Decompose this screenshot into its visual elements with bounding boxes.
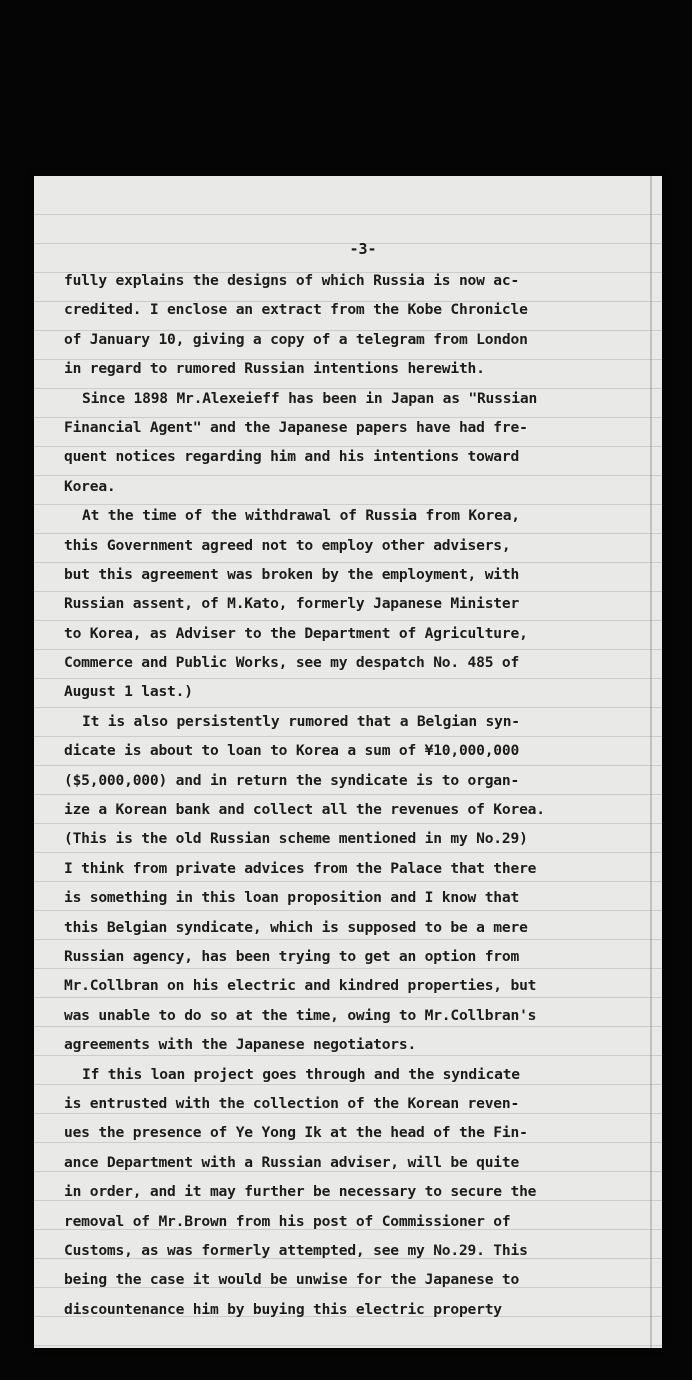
text-line: It is also persistently rumored that a Belgian syn- <box>82 712 520 730</box>
text-line: this Government agreed not to employ other advisers, <box>64 536 511 554</box>
letter-body <box>64 266 634 1324</box>
text-line: ues the presence of Ye Yong Ik at the head of the Fin- <box>64 1124 528 1142</box>
text-line: At the time of the withdrawal of Russia from Korea, <box>82 507 520 525</box>
text-line: quent notices regarding him and his intentions toward <box>64 448 520 466</box>
text-line: of January 10, giving a copy of a telegram from London <box>64 330 528 348</box>
document-page <box>34 176 662 1348</box>
text-line: Financial Agent" and the Japanese papers have had fre- <box>64 418 528 436</box>
text-line: is something in this loan proposition and I know that <box>64 889 520 907</box>
text-line: If this loan project goes through and the syndicate <box>82 1065 520 1083</box>
text-line: agreements with the Japanese negotiators. <box>64 1036 417 1054</box>
text-line: Commerce and Public Works, see my despatch No. 485 of <box>64 654 520 672</box>
text-line: I think from private advices from the Palace that there <box>64 859 537 877</box>
text-line: Since 1898 Mr.Alexeieff has been in Japan as "Russian <box>82 389 538 407</box>
text-line: fully explains the designs of which Russia is now ac- <box>64 272 520 289</box>
text-line: August 1 last.) <box>64 683 193 701</box>
text-line: credited. I enclose an extract from the Kobe Chronicle <box>64 301 528 319</box>
text-line: removal of Mr.Brown from his post of Commissioner of <box>64 1212 511 1230</box>
text-line: Russian assent, of M.Kato, formerly Japanese Minister <box>64 595 520 613</box>
text-line: being the case it would be unwise for the Japanese to <box>64 1271 520 1289</box>
text-line: dicate is about to loan to Korea a sum of ¥10,000,000 <box>64 742 520 760</box>
text-line: in order, and it may further be necessary to secure the <box>64 1183 537 1201</box>
text-line: (This is the old Russian scheme mentioned in my No.29) <box>64 830 528 848</box>
text-line: discountenance him by buying this electric property <box>64 1300 502 1318</box>
text-line: ($5,000,000) and in return the syndicate is to organ- <box>64 771 520 789</box>
page-number: -3- <box>349 240 377 258</box>
text-line: Korea. <box>64 477 116 495</box>
text-line: was unable to do so at the time, owing to Mr.Collbran's <box>64 1006 537 1024</box>
text-line: this Belgian syndicate, which is supposed to be a mere <box>64 918 528 936</box>
text-line: in regard to rumored Russian intentions herewith. <box>64 360 485 378</box>
text-line: is entrusted with the collection of the Korean reven- <box>64 1094 520 1112</box>
text-line: but this agreement was broken by the employment, with <box>64 565 520 583</box>
text-line: Mr.Collbran on his electric and kindred properties, but <box>64 977 537 995</box>
text-line: ance Department with a Russian adviser, will be quite <box>64 1153 520 1171</box>
text-line: to Korea, as Adviser to the Department of Agriculture, <box>64 624 528 642</box>
text-line: Russian agency, has been trying to get an option from <box>64 947 520 965</box>
text-line: ize a Korean bank and collect all the revenues of Korea. <box>64 801 545 819</box>
text-line: Customs, as was formerly attempted, see my No.29. This <box>64 1241 528 1259</box>
